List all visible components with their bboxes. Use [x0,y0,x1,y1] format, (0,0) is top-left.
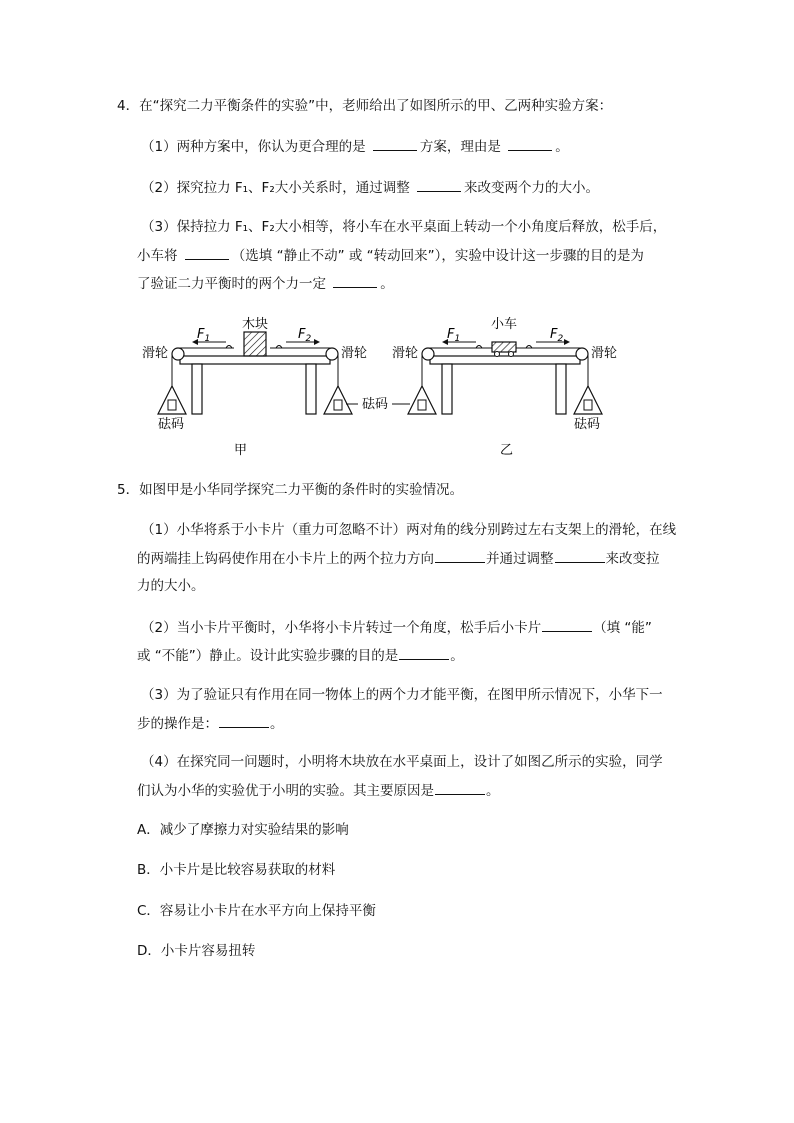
wheel-icon [509,352,514,357]
q5-part2-line2 [137,646,464,665]
cart [492,342,516,352]
q5-p4-text-b: 。 [486,783,500,799]
experiment-figure [130,312,630,462]
q4-part1 [141,137,569,156]
weight-label: 砝码 [574,417,601,432]
q4-p3-text-b: （选填 “静止不动” 或 “转动回来”），实验中设计这一步骤的目的是为 [231,248,644,264]
q5-part4-line1: （4）在探究同一问题时，小明将木块放在水平桌面上，设计了如图乙所示的实验，同学 [141,754,663,770]
answer-blank[interactable] [435,781,485,795]
answer-blank[interactable] [417,178,461,192]
force-label-f2: $F_2$ [298,327,312,344]
table-leg [556,364,566,414]
q5-p2-text-c: 或 “不能”）静止。设计此实验步骤的目的是 [137,648,399,664]
answer-blank[interactable] [333,274,377,288]
force-label-f1: $F_1$ [197,327,211,344]
q4-part3-line2 [137,246,644,265]
q5-p2-text-a: （2）当小卡片平衡时，小华将小卡片转过一个角度，松手后小卡片 [141,620,542,636]
q5-p3-text-b: 。 [270,716,284,732]
q4-p2-text-a: （2）探究拉力 F₁、F₂大小关系时，通过调整 [141,180,415,196]
pulley-icon [576,348,588,360]
q4-p1-text-c: 。 [555,139,569,155]
answer-blank[interactable] [555,549,605,563]
table-top [180,356,330,364]
q4-part2 [141,178,599,197]
table-leg [442,364,452,414]
cart-label: 小车 [491,317,518,332]
figure-caption-jia: 甲 [234,443,248,458]
weight-label-middle: 砝码 [362,397,389,412]
q5-part3-line1: （3）为了验证只有作用在同一物体上的两个力才能平衡，在图甲所示情况下，小华下一 [141,687,663,703]
pulley-icon [326,348,338,360]
pulley-icon [172,348,184,360]
pulley-label: 滑轮 [142,346,169,361]
answer-blank[interactable] [399,646,449,660]
answer-blank[interactable] [219,714,269,728]
answer-blank[interactable] [508,137,552,151]
pulley-label: 滑轮 [591,346,618,361]
option-c[interactable]: C．容易让小卡片在水平方向上保持平衡 [137,903,376,919]
q5-p2-text-b: （填 “能” [593,620,652,636]
setup-jia [142,316,367,458]
force-label-f1: $F_1$ [447,327,461,344]
q4-part3-line3 [137,274,394,293]
q5-p3-text-a: 步的操作是： [137,716,218,732]
q4-p3-text-a: 小车将 [137,248,182,264]
answer-blank[interactable] [542,618,592,632]
option-d[interactable]: D．小卡片容易扭转 [137,943,256,959]
table-top [430,356,580,364]
option-a[interactable]: A．减少了摩擦力对实验结果的影响 [137,822,349,838]
q5-p1-text-a: 的两端挂上钩码使作用在小卡片上的两个拉力方向 [137,551,434,567]
q5-part1-line2 [137,549,660,568]
q4-p1-text-a: （1）两种方案中，你认为更合理的是 [141,139,370,155]
q5-p1-text-c: 来改变拉 [605,551,660,567]
weight-label: 砝码 [158,417,185,432]
pulley-label: 滑轮 [392,346,419,361]
q5-part1-line3: 力的大小。 [137,578,205,594]
setup-yi [392,317,617,458]
q5-p1-text-b: 并通过调整 [486,551,554,567]
table-leg [192,364,202,414]
force-label-f2: $F_2$ [550,327,564,344]
table-leg [306,364,316,414]
q5-part3-line2 [137,714,284,733]
q5-part1-line1: （1）小华将系于小卡片（重力可忽略不计）两对角的线分别跨过左右支架上的滑轮，在线 [141,522,677,538]
figure-caption-yi: 乙 [500,443,514,458]
answer-blank[interactable] [185,246,229,260]
q4-p2-text-b: 来改变两个力的大小。 [464,180,600,196]
q5-p2-text-d: 。 [450,648,464,664]
q5-p4-text-a: 们认为小华的实验优于小明的实验。其主要原因是 [137,783,434,799]
q4-p3-text-c: 了验证二力平衡时的两个力一定 [137,276,331,292]
pulley-icon [422,348,434,360]
option-b[interactable]: B．小卡片是比较容易获取的材料 [137,862,336,878]
q4-p3-text-d: 。 [380,276,394,292]
q4-part3-line1: （3）保持拉力 F₁、F₂大小相等，将小车在水平桌面上转动一个小角度后释放，松手后， [141,219,667,235]
wood-block [244,332,266,356]
q4-p1-text-b: 方案，理由是 [419,139,506,155]
q5-intro: 5．如图甲是小华同学探究二力平衡的条件时的实验情况。 [117,482,464,498]
pulley-label: 滑轮 [341,346,368,361]
answer-blank[interactable] [373,137,417,151]
q5-part2-line1 [141,618,652,637]
q5-part4-line2 [137,781,500,800]
answer-blank[interactable] [435,549,485,563]
wheel-icon [495,352,500,357]
block-label: 木块 [242,317,269,332]
q4-intro: 4．在“探究二力平衡条件的实验”中，老师给出了如图所示的甲、乙两种实验方案： [117,98,613,114]
